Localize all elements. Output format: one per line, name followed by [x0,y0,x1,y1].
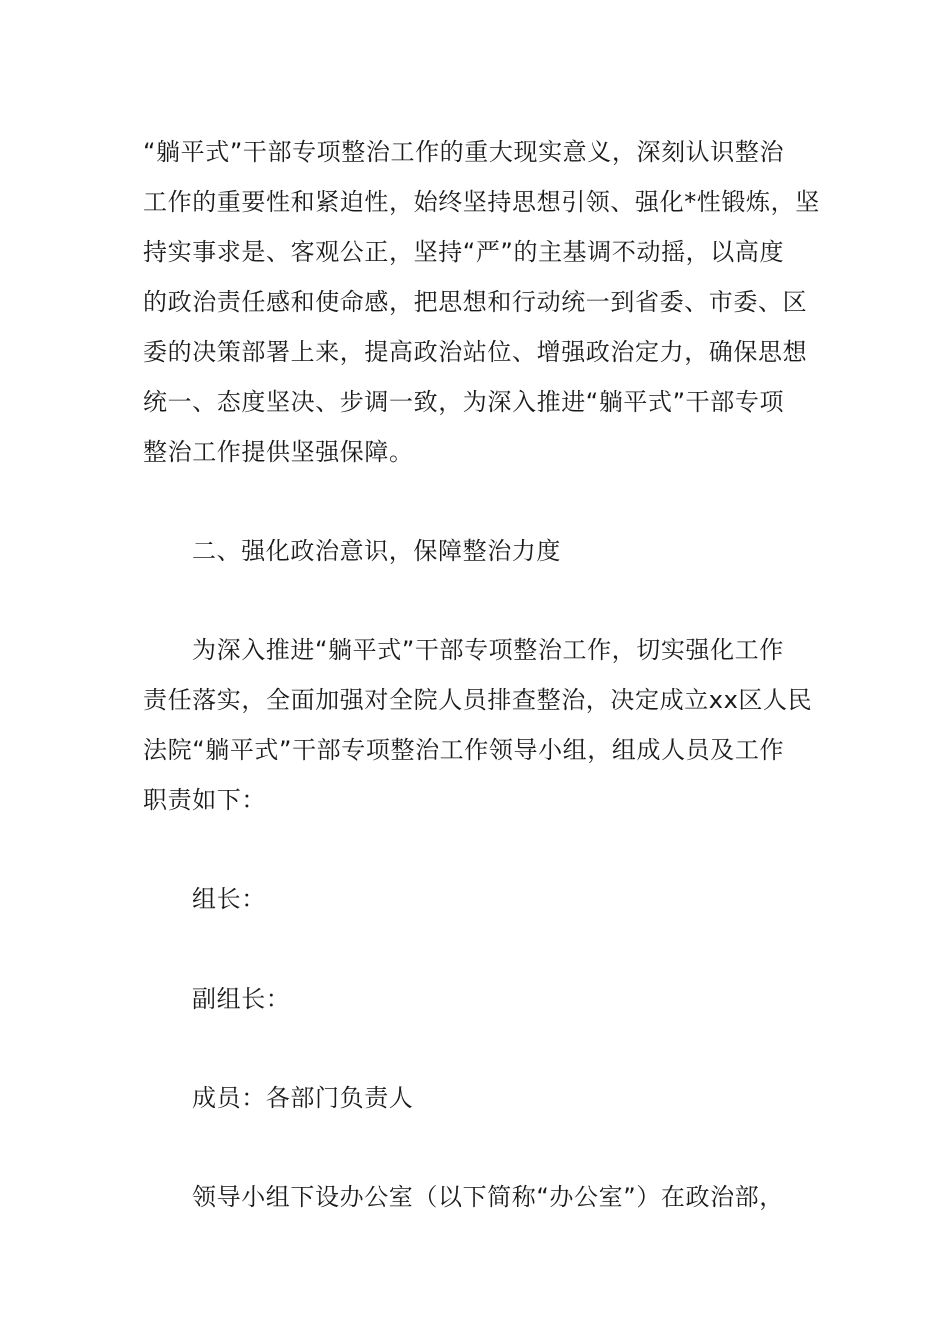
paragraph-1-line-4: 的政治责任感和使命感，把思想和行动统一到省委、市委、区 [143,288,808,316]
paragraph-1-line-5: 委的决策部署上来，提高政治站位、增强政治定力，确保思想 [143,338,808,366]
paragraph-2-line-1: 为深入推进“躺平式”干部专项整治工作，切实强化工作 [192,636,784,664]
paragraph-1-line-7: 整治工作提供坚强保障。 [143,438,414,466]
paragraph-1-line-1: “躺平式”干部专项整治工作的重大现实意义，深刻认识整治 [143,138,785,166]
members-line: 成员：各部门负责人 [192,1084,414,1112]
paragraph-2-line-3: 法院“躺平式”干部专项整治工作领导小组，组成人员及工作 [143,736,785,764]
deputy-leader-line: 副组长： [192,985,291,1013]
paragraph-1-line-2: 工作的重要性和紧迫性，始终坚持思想引领、强化*性锻炼，坚 [143,188,820,216]
paragraph-1-line-6: 统一、态度坚决、步调一致，为深入推进“躺平式”干部专项 [143,388,785,416]
paragraph-2-line-4: 职责如下： [143,786,266,814]
paragraph-1-line-3: 持实事求是、客观公正，坚持“严”的主基调不动摇，以高度 [143,238,785,266]
leader-line: 组长： [192,885,266,913]
paragraph-2-line-2: 责任落实，全面加强对全院人员排查整治，决定成立xx区人民 [143,686,813,714]
office-line: 领导小组下设办公室（以下简称“办公室”）在政治部， [192,1183,784,1211]
section-heading-2: 二、强化政治意识，保障整治力度 [192,537,561,565]
